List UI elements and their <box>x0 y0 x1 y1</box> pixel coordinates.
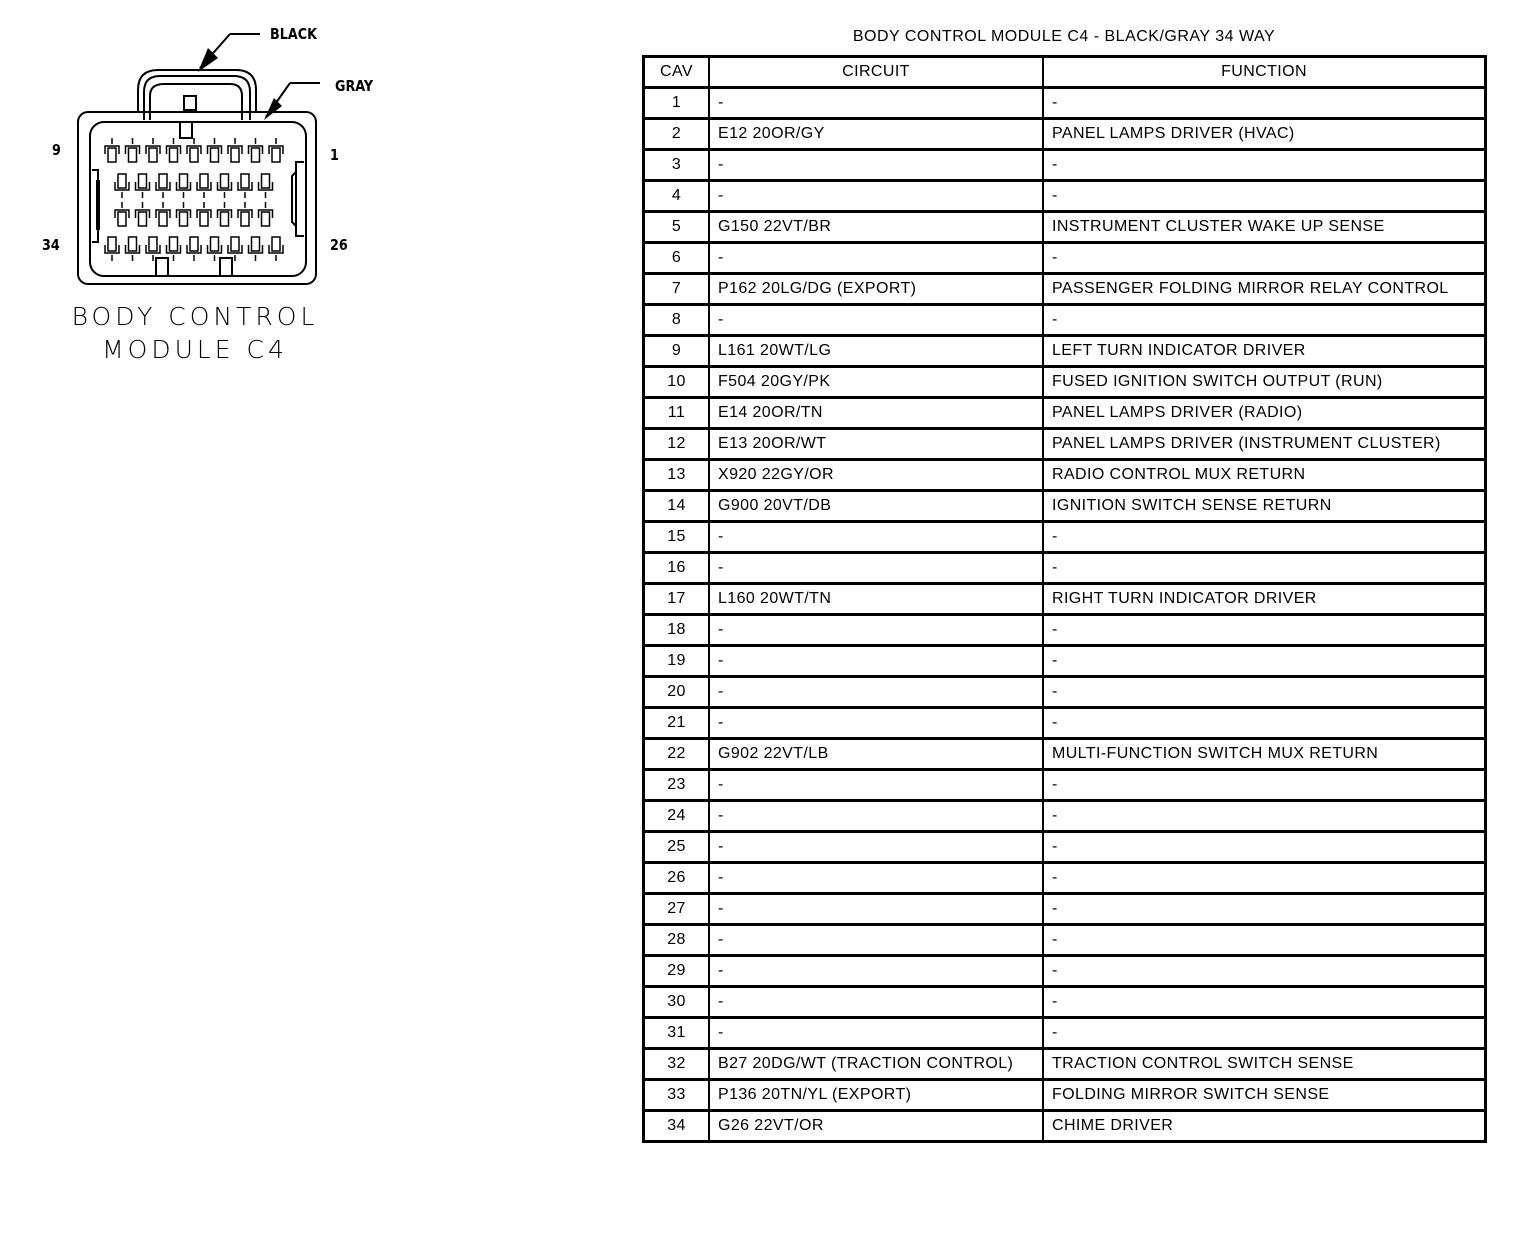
function-cell: - <box>1043 243 1486 274</box>
circuit-cell: - <box>709 956 1043 987</box>
circuit-cell: B27 20DG/WT (TRACTION CONTROL) <box>709 1049 1043 1080</box>
circuit-cell: - <box>709 1018 1043 1049</box>
pin-cavity <box>269 237 283 261</box>
table-row <box>644 212 1486 243</box>
circuit-cell: P136 20TN/YL (EXPORT) <box>709 1080 1043 1111</box>
table-row <box>644 832 1486 863</box>
pin-cavity <box>126 138 140 162</box>
table-row <box>644 181 1486 212</box>
table-row <box>644 1111 1486 1142</box>
table-title: BODY CONTROL MODULE C4 - BLACK/GRAY 34 WAY <box>852 28 1276 45</box>
circuit-cell: - <box>709 894 1043 925</box>
circuit-cell: - <box>709 181 1043 212</box>
cav-cell: 2 <box>644 119 710 150</box>
header-circuit: CIRCUIT <box>709 57 1043 88</box>
pin-cavity <box>259 202 273 226</box>
function-cell: - <box>1043 305 1486 336</box>
pin-cavity <box>126 237 140 261</box>
cav-cell: 26 <box>644 863 710 894</box>
cav-cell: 22 <box>644 739 710 770</box>
cav-cell: 16 <box>644 553 710 584</box>
cav-cell: 3 <box>644 150 710 181</box>
function-cell: - <box>1043 894 1486 925</box>
table-row <box>644 119 1486 150</box>
function-cell: - <box>1043 832 1486 863</box>
circuit-cell: - <box>709 708 1043 739</box>
cav-cell: 18 <box>644 615 710 646</box>
pin-cavity <box>146 138 160 162</box>
pin-cavity <box>136 174 150 198</box>
pin-cavity <box>197 202 211 226</box>
circuit-cell: - <box>709 305 1043 336</box>
pin-cavity <box>105 138 119 162</box>
pin-cavity <box>249 237 263 261</box>
cav-cell: 4 <box>644 181 710 212</box>
function-cell: - <box>1043 522 1486 553</box>
table-row <box>644 336 1486 367</box>
cav-cell: 13 <box>644 460 710 491</box>
circuit-cell: - <box>709 770 1043 801</box>
cav-cell: 25 <box>644 832 710 863</box>
pin-cavity <box>115 202 129 226</box>
header-function: FUNCTION <box>1043 57 1486 88</box>
function-cell: FOLDING MIRROR SWITCH SENSE <box>1043 1080 1486 1111</box>
table-row <box>644 274 1486 305</box>
function-cell: MULTI-FUNCTION SWITCH MUX RETURN <box>1043 739 1486 770</box>
cav-cell: 32 <box>644 1049 710 1080</box>
circuit-cell: - <box>709 522 1043 553</box>
black-label: BLACK <box>270 25 317 43</box>
function-cell: - <box>1043 956 1486 987</box>
function-cell: FUSED IGNITION SWITCH OUTPUT (RUN) <box>1043 367 1486 398</box>
function-cell: RIGHT TURN INDICATOR DRIVER <box>1043 584 1486 615</box>
circuit-cell: F504 20GY/PK <box>709 367 1043 398</box>
function-cell: - <box>1043 646 1486 677</box>
function-cell: INSTRUMENT CLUSTER WAKE UP SENSE <box>1043 212 1486 243</box>
table-row <box>644 398 1486 429</box>
pin-label-1: 1 <box>330 146 339 164</box>
function-cell: - <box>1043 150 1486 181</box>
pin-label-26: 26 <box>330 236 348 254</box>
function-cell: - <box>1043 1018 1486 1049</box>
cav-cell: 14 <box>644 491 710 522</box>
table-row <box>644 429 1486 460</box>
connector-caption-line2: MODULE C4 <box>102 335 288 364</box>
table-row <box>644 894 1486 925</box>
table-row <box>644 243 1486 274</box>
function-cell: IGNITION SWITCH SENSE RETURN <box>1043 491 1486 522</box>
table-row <box>644 801 1486 832</box>
circuit-cell: - <box>709 832 1043 863</box>
function-cell: PANEL LAMPS DRIVER (HVAC) <box>1043 119 1486 150</box>
table-row <box>644 150 1486 181</box>
pin-cavity <box>156 202 170 226</box>
circuit-cell: L161 20WT/LG <box>709 336 1043 367</box>
table-row <box>644 708 1486 739</box>
cav-cell: 11 <box>644 398 710 429</box>
pinout-table <box>642 55 1487 1143</box>
circuit-cell: G150 22VT/BR <box>709 212 1043 243</box>
pin-cavity <box>218 174 232 198</box>
table-row <box>644 1080 1486 1111</box>
table-row <box>644 646 1486 677</box>
cav-cell: 12 <box>644 429 710 460</box>
circuit-cell: X920 22GY/OR <box>709 460 1043 491</box>
pin-label-34: 34 <box>42 236 60 254</box>
function-cell: - <box>1043 88 1486 119</box>
function-cell: - <box>1043 863 1486 894</box>
pin-cavity <box>136 202 150 226</box>
table-header-row <box>644 57 1486 88</box>
table-row <box>644 956 1486 987</box>
circuit-cell: G900 20VT/DB <box>709 491 1043 522</box>
pin-cavity <box>269 138 283 162</box>
function-cell: TRACTION CONTROL SWITCH SENSE <box>1043 1049 1486 1080</box>
function-cell: - <box>1043 181 1486 212</box>
cav-cell: 6 <box>644 243 710 274</box>
pin-cavity <box>177 202 191 226</box>
circuit-cell: - <box>709 801 1043 832</box>
pin-cavity <box>238 174 252 198</box>
function-cell: - <box>1043 553 1486 584</box>
pin-cavity <box>177 174 191 198</box>
function-cell: CHIME DRIVER <box>1043 1111 1486 1142</box>
cav-cell: 27 <box>644 894 710 925</box>
table-row <box>644 1018 1486 1049</box>
circuit-cell: G26 22VT/OR <box>709 1111 1043 1142</box>
cav-cell: 33 <box>644 1080 710 1111</box>
circuit-cell: - <box>709 615 1043 646</box>
pin-array <box>105 138 283 261</box>
circuit-cell: - <box>709 646 1043 677</box>
pin-cavity <box>228 138 242 162</box>
circuit-cell: P162 20LG/DG (EXPORT) <box>709 274 1043 305</box>
connector-caption-line1: BODY CONTROL <box>71 302 319 331</box>
cav-cell: 21 <box>644 708 710 739</box>
circuit-cell: - <box>709 243 1043 274</box>
pin-cavity <box>187 237 201 261</box>
circuit-cell: E12 20OR/GY <box>709 119 1043 150</box>
circuit-cell: - <box>709 863 1043 894</box>
gray-label: GRAY <box>335 77 374 95</box>
pin-cavity <box>238 202 252 226</box>
cav-cell: 8 <box>644 305 710 336</box>
table-row <box>644 863 1486 894</box>
circuit-cell: G902 22VT/LB <box>709 739 1043 770</box>
table-row <box>644 584 1486 615</box>
pin-cavity <box>156 174 170 198</box>
circuit-cell: - <box>709 987 1043 1018</box>
cav-cell: 10 <box>644 367 710 398</box>
table-row <box>644 88 1486 119</box>
pin-cavity <box>218 202 232 226</box>
cav-cell: 19 <box>644 646 710 677</box>
pin-cavity <box>187 138 201 162</box>
table-row <box>644 522 1486 553</box>
cav-cell: 28 <box>644 925 710 956</box>
circuit-cell: - <box>709 150 1043 181</box>
table-row <box>644 677 1486 708</box>
cav-cell: 20 <box>644 677 710 708</box>
cav-cell: 24 <box>644 801 710 832</box>
cav-cell: 17 <box>644 584 710 615</box>
cav-cell: 9 <box>644 336 710 367</box>
function-cell: - <box>1043 615 1486 646</box>
circuit-cell: E13 20OR/WT <box>709 429 1043 460</box>
table-row <box>644 305 1486 336</box>
cav-cell: 30 <box>644 987 710 1018</box>
function-cell: RADIO CONTROL MUX RETURN <box>1043 460 1486 491</box>
function-cell: PANEL LAMPS DRIVER (INSTRUMENT CLUSTER) <box>1043 429 1486 460</box>
circuit-cell: - <box>709 677 1043 708</box>
header-cav: CAV <box>644 57 710 88</box>
pin-cavity <box>249 138 263 162</box>
table-row <box>644 770 1486 801</box>
function-cell: - <box>1043 770 1486 801</box>
circuit-cell: - <box>709 925 1043 956</box>
pin-cavity <box>197 174 211 198</box>
table-row <box>644 553 1486 584</box>
function-cell: PANEL LAMPS DRIVER (RADIO) <box>1043 398 1486 429</box>
cav-cell: 23 <box>644 770 710 801</box>
cav-cell: 5 <box>644 212 710 243</box>
function-cell: - <box>1043 677 1486 708</box>
pin-label-9: 9 <box>52 141 61 159</box>
table-row <box>644 615 1486 646</box>
table-row <box>644 1049 1486 1080</box>
cav-cell: 7 <box>644 274 710 305</box>
table-row <box>644 367 1486 398</box>
pin-cavity <box>167 138 181 162</box>
cav-cell: 31 <box>644 1018 710 1049</box>
function-cell: - <box>1043 987 1486 1018</box>
table-row <box>644 987 1486 1018</box>
cav-cell: 34 <box>644 1111 710 1142</box>
pin-cavity <box>105 237 119 261</box>
function-cell: - <box>1043 801 1486 832</box>
function-cell: LEFT TURN INDICATOR DRIVER <box>1043 336 1486 367</box>
table-row <box>644 925 1486 956</box>
cav-cell: 29 <box>644 956 710 987</box>
circuit-cell: - <box>709 88 1043 119</box>
function-cell: PASSENGER FOLDING MIRROR RELAY CONTROL <box>1043 274 1486 305</box>
table-row <box>644 491 1486 522</box>
circuit-cell: E14 20OR/TN <box>709 398 1043 429</box>
table-row <box>644 460 1486 491</box>
cav-cell: 1 <box>644 88 710 119</box>
table-row <box>644 739 1486 770</box>
pin-cavity <box>115 174 129 198</box>
pin-cavity <box>259 174 273 198</box>
function-cell: - <box>1043 708 1486 739</box>
circuit-cell: L160 20WT/TN <box>709 584 1043 615</box>
circuit-cell: - <box>709 553 1043 584</box>
pin-cavity <box>208 138 222 162</box>
cav-cell: 15 <box>644 522 710 553</box>
function-cell: - <box>1043 925 1486 956</box>
